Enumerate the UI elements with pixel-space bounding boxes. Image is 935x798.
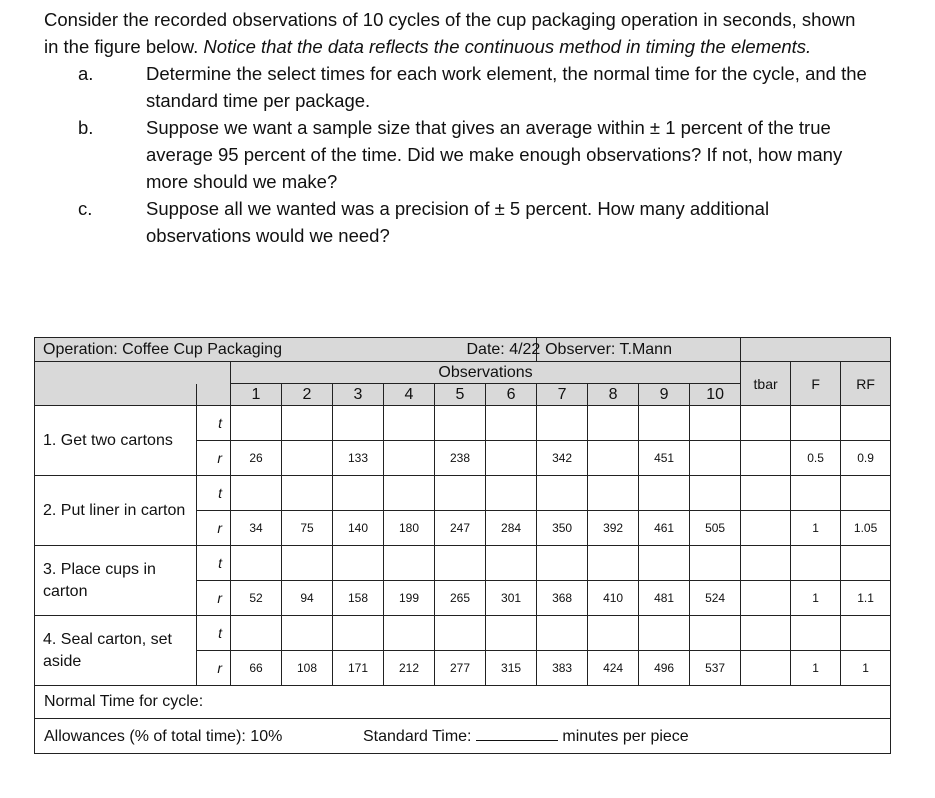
r-reading xyxy=(282,441,333,476)
f-cell xyxy=(791,616,841,651)
r-reading: 212 xyxy=(384,651,435,686)
t-label: t xyxy=(197,406,231,441)
f-cell xyxy=(791,476,841,511)
t-cell[interactable] xyxy=(333,616,384,651)
standard-time-blank xyxy=(476,726,558,741)
t-cell[interactable] xyxy=(435,406,486,441)
problem-intro: Consider the recorded observations of 10 cycles of the cup packaging operation in seconds, shown in the figure below. Notice that the data reflects the continuous method in timing the elements. xyxy=(44,9,856,57)
r-reading: 158 xyxy=(333,581,384,616)
rf-cell xyxy=(841,476,891,511)
t-cell[interactable] xyxy=(435,546,486,581)
r-label: r xyxy=(197,441,231,476)
tbar-cell[interactable] xyxy=(741,651,791,686)
column-number: 3 xyxy=(333,384,384,406)
element-t-row xyxy=(35,406,891,441)
t-cell[interactable] xyxy=(690,406,741,441)
t-cell[interactable] xyxy=(282,616,333,651)
t-cell[interactable] xyxy=(537,476,588,511)
r-reading: 180 xyxy=(384,511,435,546)
r-label: r xyxy=(197,511,231,546)
r-reading: 301 xyxy=(486,581,537,616)
r-reading: 481 xyxy=(639,581,690,616)
column-number: 4 xyxy=(384,384,435,406)
r-reading: 392 xyxy=(588,511,639,546)
normal-time-label: Normal Time for cycle: xyxy=(35,686,891,719)
r-reading: 247 xyxy=(435,511,486,546)
column-number: 5 xyxy=(435,384,486,406)
rf-value: 1 xyxy=(841,651,891,686)
t-cell[interactable] xyxy=(282,546,333,581)
r-reading: 284 xyxy=(486,511,537,546)
r-reading: 199 xyxy=(384,581,435,616)
rf-cell xyxy=(841,406,891,441)
t-cell[interactable] xyxy=(384,406,435,441)
subquestion-a xyxy=(44,60,874,114)
t-cell[interactable] xyxy=(588,406,639,441)
r-label: r xyxy=(197,651,231,686)
r-reading: 277 xyxy=(435,651,486,686)
observer-label: Observer: T.Mann xyxy=(537,338,741,362)
tbar-cell[interactable] xyxy=(741,476,791,511)
t-cell[interactable] xyxy=(333,476,384,511)
f-value: 1 xyxy=(791,651,841,686)
r-reading: 238 xyxy=(435,441,486,476)
element-name: 2. Put liner in carton xyxy=(35,476,197,546)
subquestion-b xyxy=(44,114,874,195)
rf-header: RF xyxy=(841,362,891,406)
r-reading xyxy=(588,441,639,476)
element-name: 4. Seal carton, set aside xyxy=(35,616,197,686)
r-reading: 368 xyxy=(537,581,588,616)
date-label: Date: 4/22 xyxy=(466,340,541,358)
column-number: 6 xyxy=(486,384,537,406)
r-reading: 140 xyxy=(333,511,384,546)
t-label: t xyxy=(197,476,231,511)
element-t-row xyxy=(35,476,891,511)
rf-cell xyxy=(841,546,891,581)
t-cell[interactable] xyxy=(231,546,282,581)
f-value: 1 xyxy=(791,511,841,546)
r-reading xyxy=(384,441,435,476)
element-rows xyxy=(35,406,891,686)
r-reading: 383 xyxy=(537,651,588,686)
subquestion-text: Suppose we want a sample size that gives an average within ± 1 percent of the true average 95 percent of the time. Did we make enough observations? If not, how many more should we make? xyxy=(146,117,843,192)
t-cell[interactable] xyxy=(537,406,588,441)
t-cell[interactable] xyxy=(588,546,639,581)
t-label: t xyxy=(197,546,231,581)
r-reading: 410 xyxy=(588,581,639,616)
problem-statement xyxy=(44,6,874,249)
t-cell[interactable] xyxy=(639,616,690,651)
f-cell xyxy=(791,546,841,581)
subquestion-text: Suppose all we wanted was a precision of ± 5 percent. How many additional observations would we need? xyxy=(146,198,770,246)
rf-value: 1.05 xyxy=(841,511,891,546)
subquestion-letter: c. xyxy=(78,198,93,219)
r-reading: 52 xyxy=(231,581,282,616)
t-cell[interactable] xyxy=(486,616,537,651)
r-reading: 171 xyxy=(333,651,384,686)
t-cell[interactable] xyxy=(435,616,486,651)
tbar-cell[interactable] xyxy=(741,441,791,476)
rf-cell xyxy=(841,616,891,651)
r-reading: 350 xyxy=(537,511,588,546)
tbar-header: tbar xyxy=(741,362,791,406)
r-reading: 265 xyxy=(435,581,486,616)
r-reading: 461 xyxy=(639,511,690,546)
element-t-row xyxy=(35,546,891,581)
r-reading: 451 xyxy=(639,441,690,476)
r-reading: 108 xyxy=(282,651,333,686)
t-cell[interactable] xyxy=(588,616,639,651)
r-reading: 424 xyxy=(588,651,639,686)
tbar-cell[interactable] xyxy=(741,616,791,651)
f-header: F xyxy=(791,362,841,406)
t-cell[interactable] xyxy=(690,546,741,581)
t-cell[interactable] xyxy=(333,546,384,581)
r-reading: 26 xyxy=(231,441,282,476)
column-number: 1 xyxy=(231,384,282,406)
t-cell[interactable] xyxy=(384,546,435,581)
t-cell[interactable] xyxy=(639,406,690,441)
t-cell[interactable] xyxy=(231,616,282,651)
t-cell[interactable] xyxy=(282,406,333,441)
t-cell[interactable] xyxy=(690,476,741,511)
t-cell[interactable] xyxy=(537,546,588,581)
tbar-cell[interactable] xyxy=(741,406,791,441)
t-cell[interactable] xyxy=(384,616,435,651)
element-t-row xyxy=(35,616,891,651)
t-cell[interactable] xyxy=(231,476,282,511)
rf-value: 0.9 xyxy=(841,441,891,476)
t-cell[interactable] xyxy=(639,476,690,511)
t-cell[interactable] xyxy=(435,476,486,511)
r-reading: 94 xyxy=(282,581,333,616)
r-reading: 315 xyxy=(486,651,537,686)
header-blank xyxy=(35,362,231,384)
t-cell[interactable] xyxy=(231,406,282,441)
r-reading: 505 xyxy=(690,511,741,546)
t-cell[interactable] xyxy=(588,476,639,511)
r-reading xyxy=(690,441,741,476)
t-cell[interactable] xyxy=(537,616,588,651)
t-cell[interactable] xyxy=(486,546,537,581)
standard-time-label: Standard Time: xyxy=(363,728,472,745)
t-label: t xyxy=(197,616,231,651)
r-reading: 75 xyxy=(282,511,333,546)
unit-label: minutes per piece xyxy=(562,728,689,745)
tbar-cell[interactable] xyxy=(741,546,791,581)
subquestion-text: Determine the select times for each work element, the normal time for the cycle, and the standard time per package. xyxy=(146,63,867,111)
t-cell[interactable] xyxy=(690,616,741,651)
observations-label: Observations xyxy=(231,362,741,384)
tbar-cell[interactable] xyxy=(741,581,791,616)
t-cell[interactable] xyxy=(639,546,690,581)
t-cell[interactable] xyxy=(486,406,537,441)
element-name: 3. Place cups in carton xyxy=(35,546,197,616)
tbar-cell[interactable] xyxy=(741,511,791,546)
r-reading: 496 xyxy=(639,651,690,686)
column-number: 9 xyxy=(639,384,690,406)
t-cell[interactable] xyxy=(282,476,333,511)
t-cell[interactable] xyxy=(486,476,537,511)
column-number: 2 xyxy=(282,384,333,406)
subquestion-c xyxy=(44,195,874,249)
f-value: 0.5 xyxy=(791,441,841,476)
column-number: 8 xyxy=(588,384,639,406)
f-cell xyxy=(791,406,841,441)
rf-value: 1.1 xyxy=(841,581,891,616)
column-number: 10 xyxy=(690,384,741,406)
column-number: 7 xyxy=(537,384,588,406)
operation-header: Operation: Coffee Cup Packaging Date: 4/22 xyxy=(35,338,537,362)
f-value: 1 xyxy=(791,581,841,616)
r-label: r xyxy=(197,581,231,616)
header-blank xyxy=(741,338,891,362)
t-cell[interactable] xyxy=(384,476,435,511)
t-cell[interactable] xyxy=(333,406,384,441)
time-study-form xyxy=(34,337,891,754)
subquestion-letter: b. xyxy=(78,117,94,138)
element-name: 1. Get two cartons xyxy=(35,406,197,476)
problem-intro-italic: Notice that the data reflects the continuous method in timing the elements. xyxy=(203,36,812,57)
header-blank xyxy=(197,384,231,406)
r-reading: 66 xyxy=(231,651,282,686)
r-reading: 537 xyxy=(690,651,741,686)
subquestion-letter: a. xyxy=(78,63,94,84)
r-reading: 524 xyxy=(690,581,741,616)
r-reading: 133 xyxy=(333,441,384,476)
r-reading: 342 xyxy=(537,441,588,476)
allowances-row xyxy=(35,719,891,754)
r-reading xyxy=(486,441,537,476)
allowances-label: Allowances (% of total time): 10% xyxy=(44,728,283,745)
header-blank xyxy=(35,384,197,406)
r-reading: 34 xyxy=(231,511,282,546)
